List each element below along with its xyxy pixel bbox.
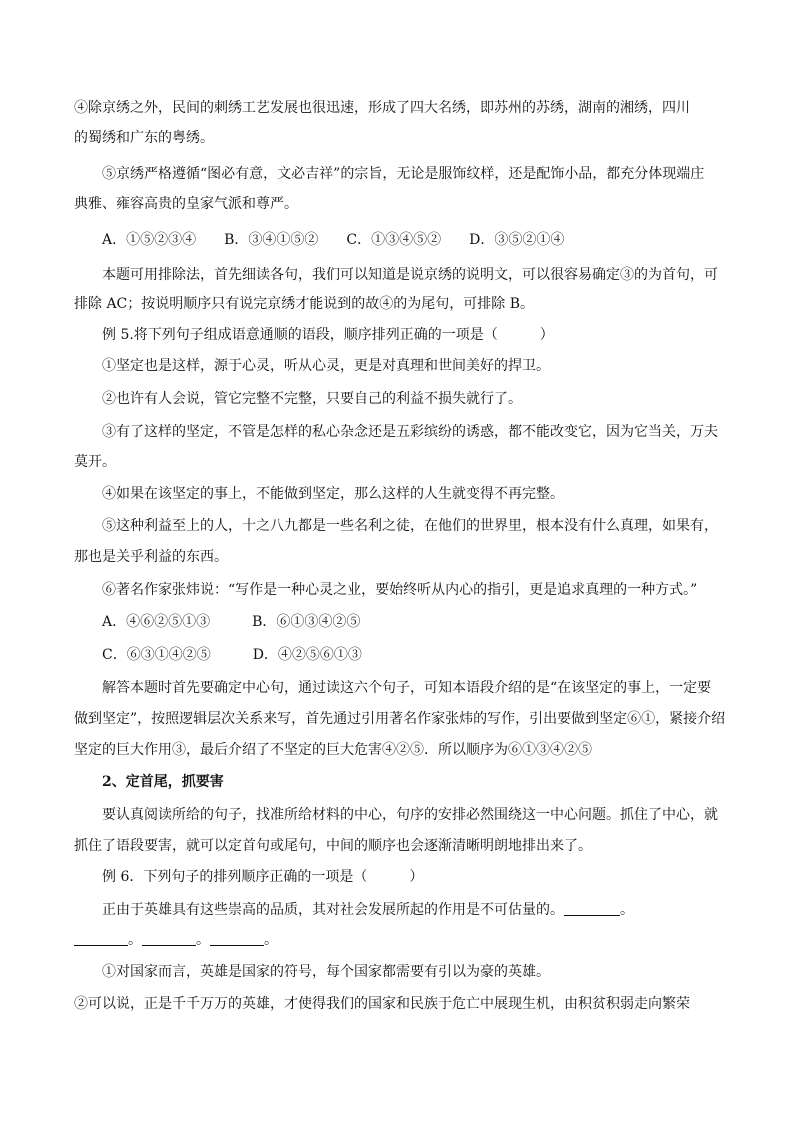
text-line: 排除 AC；按说明顺序只有说完京绣才能说到的故④的为尾句，可排除 B。	[74, 296, 535, 312]
text-line: 莫开。	[74, 454, 116, 470]
blank-separator: 。	[196, 932, 210, 948]
text-line: 坚定的巨大作用③，最后介绍了不坚定的巨大危害④②⑤．所以顺序为⑥①③④②⑤	[74, 742, 592, 758]
blank-separator: 。	[264, 932, 278, 948]
blank-separator: 。	[620, 902, 634, 918]
question-title: 例 5.将下列句子组成语意通顺的语段，顺序排列正确的一项是（ ）	[102, 327, 554, 343]
text-line	[102, 900, 634, 920]
question-title: 例 6．下列句子的排列顺序正确的一项是（ ）	[102, 869, 424, 885]
text-line: 本题可用排除法，首先细读各句，我们可以知道是说京绣的说明文，可以很容易确定③的为首句，可	[102, 267, 718, 283]
answer-options: C．⑥③①④②⑤ D．④②⑤⑥①③	[102, 647, 362, 663]
fill-blank	[210, 931, 264, 946]
text-line: 那也是关乎利益的东西。	[74, 549, 228, 565]
text-line: ④如果在该坚定的事上，不能做到坚定，那么这样的人生就变得不再完整。	[102, 486, 564, 502]
fill-blank	[564, 901, 620, 916]
blank-separator: 。	[128, 932, 142, 948]
text-line: 做到坚定”，按照逻辑层次关系来写，首先通过引用著名作家张炜的写作，引出要做到坚定⑥①，紧接介绍	[74, 711, 726, 727]
answer-options: A．①⑤②③④ B．③④①⑤② C．①③④⑤② D．③⑤②①④	[102, 232, 565, 248]
answer-options: A．④⑥②⑤①③ B．⑥①③④②⑤	[102, 614, 361, 630]
text-line: ②可以说，正是千千万万的英雄，才使得我们的国家和民族于危亡中展现生机，由积贫积弱走向繁荣	[74, 996, 690, 1012]
text-line: ⑤这种利益至上的人，十之八九都是一些名利之徒，在他们的世界里，根本没有什么真理，如果有，	[102, 518, 718, 534]
text-line: 典雅、雍容高贵的皇家气派和尊严。	[74, 196, 298, 212]
section-heading: 2、定首尾，抓要害	[102, 774, 224, 790]
text-line: ②也许有人会说，管它完整不完整，只要自己的利益不损失就行了。	[102, 391, 522, 407]
text-line: ①对国家而言，英雄是国家的符号，每个国家都需要有引以为豪的英雄。	[102, 964, 550, 980]
text-line: 的蜀绣和广东的粤绣。	[74, 130, 214, 146]
text-line: ③有了这样的坚定，不管是怎样的私心杂念还是五彩缤纷的诱惑，都不能改变它，因为它当关，万夫	[102, 424, 718, 440]
text-line: ④除京绣之外，民间的刺绣工艺发展也很迅速，形成了四大名绣，即苏州的苏绣，湖南的湘绣，四川	[74, 100, 690, 116]
text-line: ⑥著名作家张炜说：“写作是一种心灵之业，要始终听从内心的指引，更是追求真理的一种方式。”	[102, 582, 698, 598]
text-line: 解答本题时首先要确定中心句，通过读这六个句子，可知本语段介绍的是“在该坚定的事上，一定要	[102, 680, 712, 696]
text-line: 要认真阅读所给的句子，找准所给材料的中心，句序的安排必然围绕这一中心问题。抓住了中心，就	[102, 807, 718, 823]
blank-row	[74, 930, 278, 950]
fill-blank	[142, 931, 196, 946]
text-line: 抓住了语段要害，就可以定首句或尾句，中间的顺序也会逐渐清晰明朗地排出来了。	[74, 838, 592, 854]
fill-blank	[74, 931, 128, 946]
text-line: ⑤京绣严格遵循“图必有意，文必吉祥”的宗旨，无论是服饰纹样，还是配饰小品，都充分体现端庄	[102, 166, 705, 182]
text-line: ①坚定也是这样，源于心灵，听从心灵，更是对真理和世间美好的捍卫。	[102, 358, 550, 374]
sentence: 正由于英雄具有这些崇高的品质，其对社会发展所起的作用是不可估量的。	[102, 902, 564, 918]
